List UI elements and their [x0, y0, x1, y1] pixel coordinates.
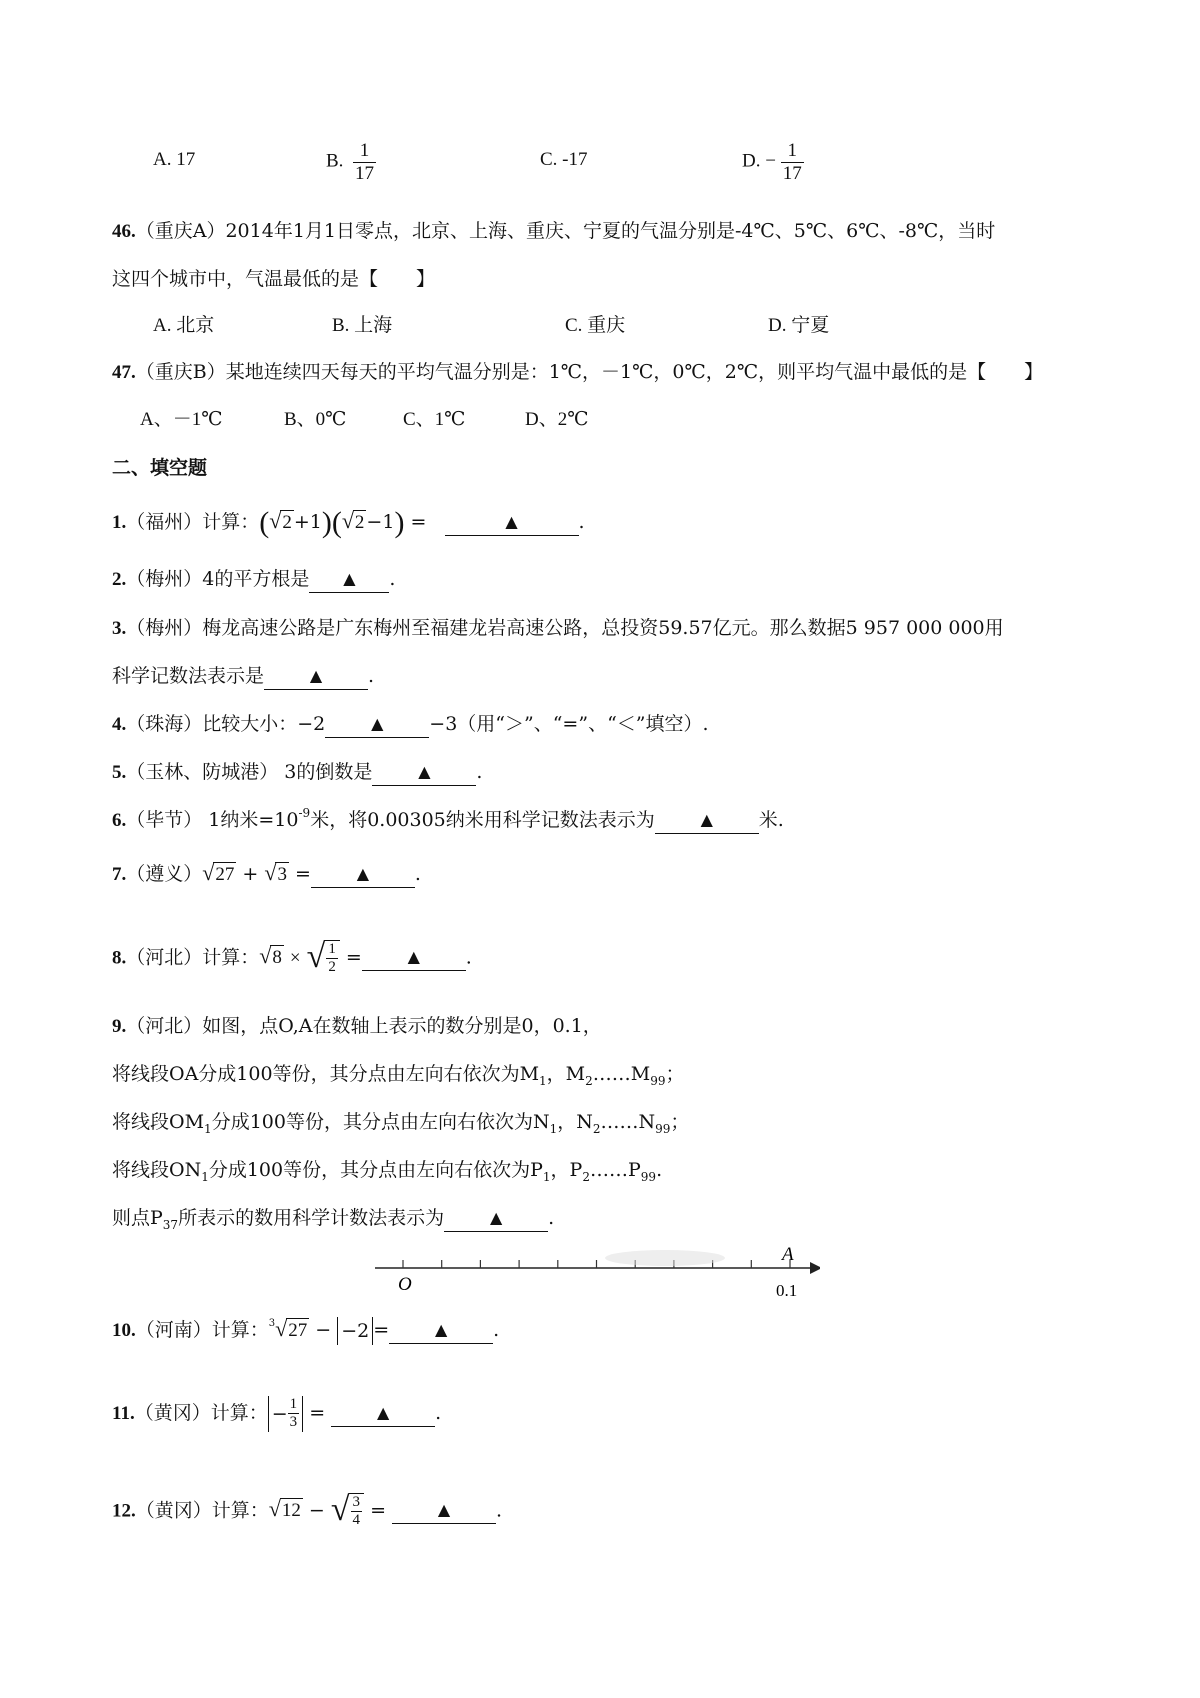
fill-question-9-line4: 将线段$ON_1$分成100等份，其分点由左向右依次为$P_1$，$P_2\dots\dots P_{99}$.	[112, 1159, 663, 1184]
number-line-figure	[370, 1238, 820, 1308]
question-text: （重庆A）2014年1月1日零点，北京、上海、重庆、宁夏的气温分别是-4℃、5℃、6℃、-8℃，当时	[135, 220, 996, 242]
question-number: 12.	[112, 1500, 136, 1522]
question-number: 7.	[112, 864, 127, 885]
fill-question-5: 5.（玉林、防城港） 3的倒数是 ▲ .	[112, 758, 482, 787]
fraction: $\frac{1}{17}$	[782, 140, 802, 184]
answer-blank[interactable]: ▲	[372, 761, 476, 786]
option-a: A. 17	[153, 149, 196, 170]
axis-label-a: A	[782, 1244, 794, 1265]
question-number: 1.	[112, 512, 127, 533]
answer-blank[interactable]: ▲	[331, 1402, 435, 1427]
fill-question-8: 8.（河北）计算： √ 8 × √ $\frac{1}{2}$ = ▲ .	[112, 938, 472, 976]
q47-option-c: C、1℃	[403, 409, 466, 430]
fill-question-11: 11.（黄冈）计算： − $\frac{1}{3}$ = ▲ .	[112, 1396, 442, 1431]
question-46-line1	[112, 217, 995, 246]
question-number: 3.	[112, 618, 127, 639]
square-root: √ 3	[264, 862, 289, 888]
fraction: $\frac{1}{3}$	[289, 1396, 298, 1431]
watermark-smudge	[605, 1250, 725, 1266]
q46-option-a: A. 北京	[153, 315, 215, 336]
q46-option-d: D. 宁夏	[768, 315, 830, 336]
section-title: 二、填空题	[112, 457, 208, 479]
answer-blank[interactable]: ▲	[444, 1207, 548, 1232]
fraction: $\frac{3}{4}$	[352, 1494, 361, 1529]
question-number: 11.	[112, 1402, 135, 1424]
fill-question-9-line5: 则点$P_{37}$所表示的数用科学计数法表示为 ▲ .	[112, 1207, 555, 1232]
square-root: √ $\frac{3}{4}$	[331, 1493, 364, 1530]
cube-root: √ 27	[275, 1318, 309, 1344]
question-number: 5.	[112, 762, 127, 783]
square-root: √ 2	[269, 510, 294, 536]
question-number: 46.	[112, 221, 136, 242]
fraction: $\frac{1}{2}$	[328, 941, 336, 976]
option-c: C. -17	[540, 149, 588, 170]
answer-blank[interactable]: ▲	[655, 809, 759, 834]
square-root: √ 12	[269, 1498, 303, 1524]
axis-label-o: O	[398, 1274, 412, 1295]
fill-question-3-line2: 科学记数法表示是 ▲ .	[112, 662, 374, 690]
question-number: 8.	[112, 947, 127, 969]
fill-question-12: 12.（黄冈）计算： √ 12 − √ $\frac{3}{4}$ = ▲ .	[112, 1491, 503, 1529]
question-number: 10.	[112, 1320, 136, 1341]
square-root: √ 2	[342, 510, 367, 536]
fill-question-4: 4.（珠海）比较大小：−2 ▲ −3（用“＞”、“=”、“＜”填空）.	[112, 710, 709, 739]
square-root: √ 8	[259, 945, 284, 971]
question-46-line2: 这四个城市中，气温最低的是【 】	[112, 268, 436, 290]
question-number: 47.	[112, 362, 136, 383]
fill-question-7: 7.（遵义） √ 27 + √ 3 = ▲ .	[112, 860, 421, 889]
answer-blank[interactable]: ▲	[392, 1499, 496, 1524]
fill-question-3-line1: 3.（梅州）梅龙高速公路是广东梅州至福建龙岩高速公路，总投资59.57亿元。那么数据5 957 000 000用	[112, 617, 1004, 639]
absolute-value: −2	[337, 1317, 373, 1345]
fill-question-10: 10.（河南）计算：$^3$ √ 27 − −2 = ▲ .	[112, 1316, 499, 1348]
q47-option-b: B、0℃	[284, 409, 347, 430]
question-number: 2.	[112, 569, 127, 590]
q47-option-a: A、－1℃	[140, 409, 223, 430]
fill-question-1: 1.（福州）计算：( √ 2 +1)( √ 2 −1) = ▲ .	[112, 506, 585, 539]
fraction: $\frac{1}{17}$	[354, 140, 374, 184]
option-b: B. $\frac{1}{17}$	[326, 140, 374, 184]
q46-option-c: C. 重庆	[565, 315, 626, 336]
fill-question-6: 6.（毕节） 1纳米$=10^{-9}$米，将0.00305纳米用科学记数法表示为 ▲ 米.	[112, 806, 784, 836]
square-root: √ 27	[202, 862, 236, 888]
question-number: 9.	[112, 1016, 127, 1037]
q46-option-b: B. 上海	[332, 315, 393, 336]
answer-blank[interactable]: ▲	[311, 863, 415, 888]
fill-question-2: 2.（梅州）4的平方根是 ▲ .	[112, 565, 395, 594]
answer-blank[interactable]: ▲	[389, 1319, 493, 1344]
answer-blank[interactable]: ▲	[309, 568, 389, 593]
question-47-line1	[112, 358, 1043, 387]
q47-option-d: D、2℃	[525, 409, 589, 430]
answer-blank[interactable]: ▲	[362, 946, 466, 971]
absolute-value: − $\frac{1}{3}$	[268, 1396, 303, 1432]
fill-question-9-line3: 将线段$OM_1$分成100等份，其分点由左向右依次为$N_1$，$N_2\dots\dots N_{99}$；	[112, 1111, 690, 1136]
fill-question-9-line2: 将线段OA分成100等份，其分点由左向右依次为$M_1$，$M_2\dots\dots M_{99}$；	[112, 1063, 685, 1088]
fill-question-9-line1: 9.（河北）如图，点O,A在数轴上表示的数分别是0，0.1，	[112, 1015, 602, 1037]
question-text: （重庆B）某地连续四天每天的平均气温分别是：1℃，－1℃，0℃，2℃，则平均气温中最低的是【 】	[135, 361, 1044, 383]
answer-blank[interactable]: ▲	[445, 511, 579, 536]
axis-ticks	[403, 1260, 790, 1268]
answer-blank[interactable]: ▲	[264, 665, 368, 690]
answer-blank[interactable]: ▲	[325, 713, 429, 738]
question-number: 6.	[112, 810, 127, 831]
option-d: D. − $\frac{1}{17}$	[742, 140, 802, 184]
axis-value-label: 0.1	[776, 1281, 798, 1300]
square-root: √ $\frac{1}{2}$	[307, 940, 340, 977]
question-number: 4.	[112, 714, 127, 735]
